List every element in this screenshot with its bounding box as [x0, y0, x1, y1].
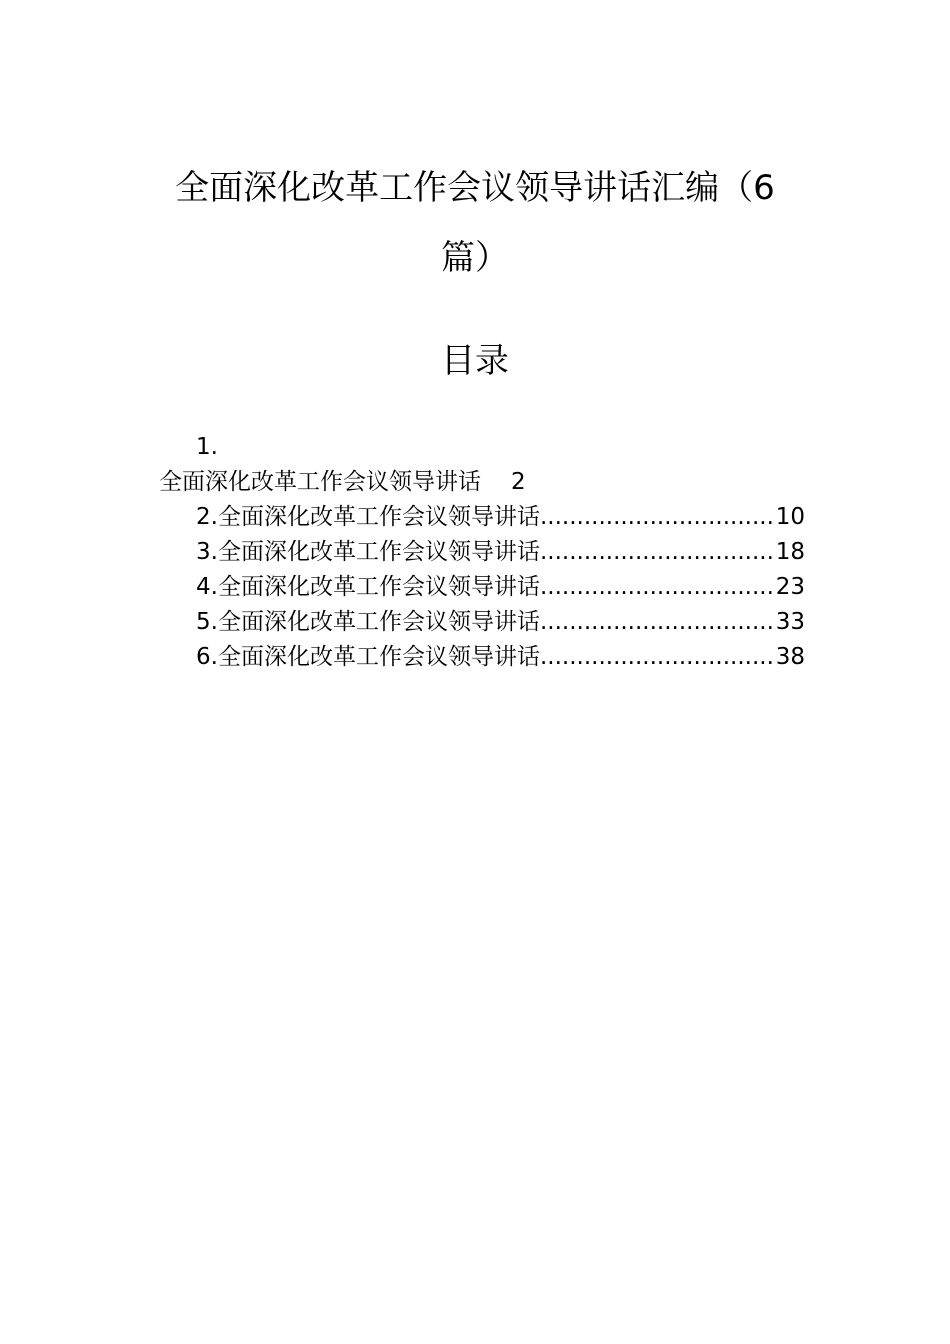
toc-dot-leader — [540, 502, 776, 532]
toc-entry-page: 23 — [775, 574, 805, 600]
toc-entry-page: 10 — [775, 504, 805, 530]
toc-entry-label: 4.全面深化改革工作会议领导讲话 — [196, 574, 540, 600]
toc-entry-1-page: 2 — [511, 469, 526, 495]
toc-dot-leader — [540, 537, 776, 567]
toc-entry-label: 3.全面深化改革工作会议领导讲话 — [196, 539, 540, 565]
toc-dot-leader — [540, 607, 776, 637]
toc-entry-label: 5.全面深化改革工作会议领导讲话 — [196, 609, 540, 635]
toc-entry-page: 38 — [775, 644, 805, 670]
toc-list — [196, 502, 805, 677]
toc-entry-label: 6.全面深化改革工作会议领导讲话 — [196, 644, 540, 670]
toc-entry-label: 2.全面深化改革工作会议领导讲话 — [196, 504, 540, 530]
toc-entry[interactable] — [196, 537, 805, 572]
document-title-line-1: 全面深化改革工作会议领导讲话汇编（6 — [175, 168, 775, 208]
toc-dot-leader — [540, 642, 776, 672]
toc-entry-1-label: 全面深化改革工作会议领导讲话 — [159, 469, 481, 495]
toc-entry[interactable] — [196, 572, 805, 607]
toc-entry-1[interactable] — [159, 467, 526, 497]
toc-dot-leader — [540, 572, 776, 602]
document-title-line-2: 篇） — [441, 238, 509, 278]
toc-entry[interactable] — [196, 642, 805, 677]
toc-entry[interactable] — [196, 502, 805, 537]
toc-entry-page: 33 — [775, 609, 805, 635]
toc-entry[interactable] — [196, 607, 805, 642]
toc-entry-page: 18 — [775, 539, 805, 565]
toc-entry-1-number: 1. — [196, 434, 218, 460]
toc-heading: 目录 — [441, 341, 509, 381]
